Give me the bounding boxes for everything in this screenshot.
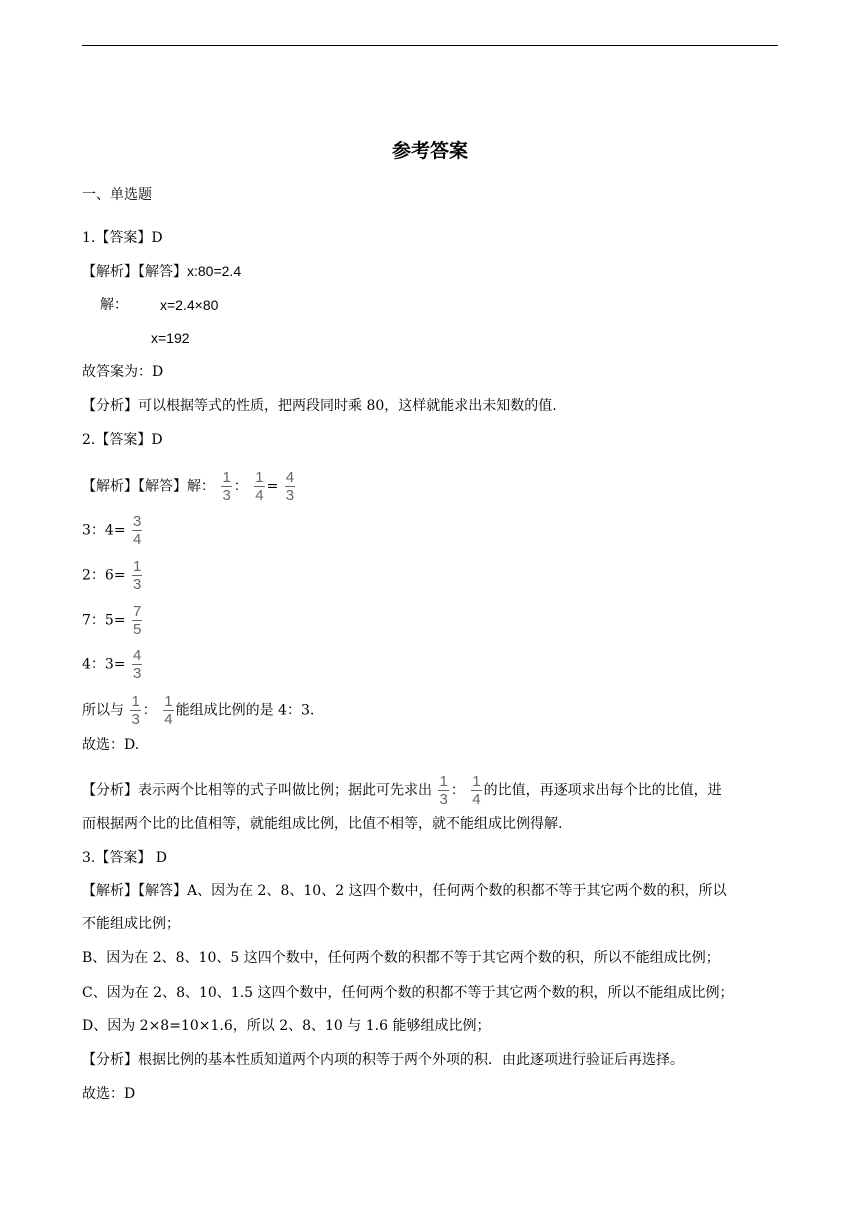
page-title: 参考答案 [391,140,468,162]
fraction: $\frac{3}{4}$ [133,513,142,548]
q2-ratio-row: 7：5= $\frac{7}{5}$ [82,603,142,638]
q2-answer: 2.【答案】D [82,432,163,448]
q2-analysis-prefix: 【解析】【解答】解： [82,478,215,495]
q3-option-a-line2: 不能组成比例； [82,916,180,932]
fraction: $\frac{1}{3}$ [131,693,140,728]
fraction: $\frac{1}{3}$ [133,558,142,593]
fraction: $\frac{1}{4}$ [472,773,481,808]
q1-solve-label: 解： [100,297,128,313]
q1-step1: x=2.4×80 [160,297,219,313]
header-rule [82,45,778,46]
q2-conclusion: 故选：D. [82,737,140,753]
q1-analysis-note: 【分析】可以根据等式的性质，把两段同时乘 80，这样就能求出未知数的值. [82,398,557,414]
fraction: $\frac{4}{3}$ [285,469,295,504]
q2-ratio-row: 3：4= $\frac{3}{4}$ [82,513,142,548]
fraction: $\frac{1}{3}$ [439,773,448,808]
q1-answer: 1.【答案】D [82,230,163,246]
q3-option-d: D、因为 2×8=10×1.6，所以 2、8、10 与 1.6 能够组成比例； [82,1018,491,1034]
fraction: $\frac{1}{3}$ [222,469,231,504]
q1-step2: x=192 [151,330,190,346]
q2-ratio-row: 2：6= $\frac{1}{3}$ [82,558,142,593]
q3-analysis-note: 【分析】根据比例的基本性质知道两个内项的积等于两个外项的积．由此逐项进行验证后再选择。 [82,1052,684,1068]
q1-analysis-label: 【解析】【解答】 [82,264,187,280]
section-heading: 一、单选题 [82,187,152,203]
q2-ratio-row: 4：3= $\frac{4}{3}$ [82,647,142,682]
q3-answer: 3.【答案】 D [82,850,168,866]
q3-conclusion: 故选：D [82,1086,136,1102]
q1-analysis-equation: x:80=2.4 [187,263,242,279]
fraction: $\frac{4}{3}$ [133,647,142,682]
q2-so-line: 所以与 $\frac{1}{3}$ ： $\frac{1}{4}$ 能组成比例的是 4：3. [82,693,315,728]
fraction: $\frac{1}{4}$ [164,693,173,728]
q3-option-c: C、因为在 2、8、10、1.5 这四个数中，任何两个数的积都不等于其它两个数的积，所以不能组成比例； [82,985,734,1001]
q1-conclusion: 故答案为：D [82,364,164,380]
q2-analysis-note-line2: 而根据两个比的比值相等，就能组成比例，比值不相等，就不能组成比例得解. [82,816,563,832]
q3-option-a-line1: 【解析】【解答】A、因为在 2、8、10、2 这四个数中，任何两个数的积都不等于其它两个数的积，所以 [82,883,727,899]
fraction: $\frac{7}{5}$ [133,603,142,638]
q3-option-b: B、因为在 2、8、10、5 这四个数中，任何两个数的积都不等于其它两个数的积，所以不能组成比例； [82,950,720,966]
q2-analysis-note-line1: 【分析】表示两个比相等的式子叫做比例；据此可先求出 $\frac{1}{3}$ ： $\frac{1}{4}$ 的比值，再逐项求出每个比的比值，进 [82,773,722,808]
q2-analysis-line1: 【解析】【解答】解： $\frac{1}{3}$ ： $\frac{1}{4}$ = $\frac{4}{3}$ [82,469,295,504]
fraction: $\frac{1}{4}$ [255,469,264,504]
q1-analysis [82,261,241,282]
